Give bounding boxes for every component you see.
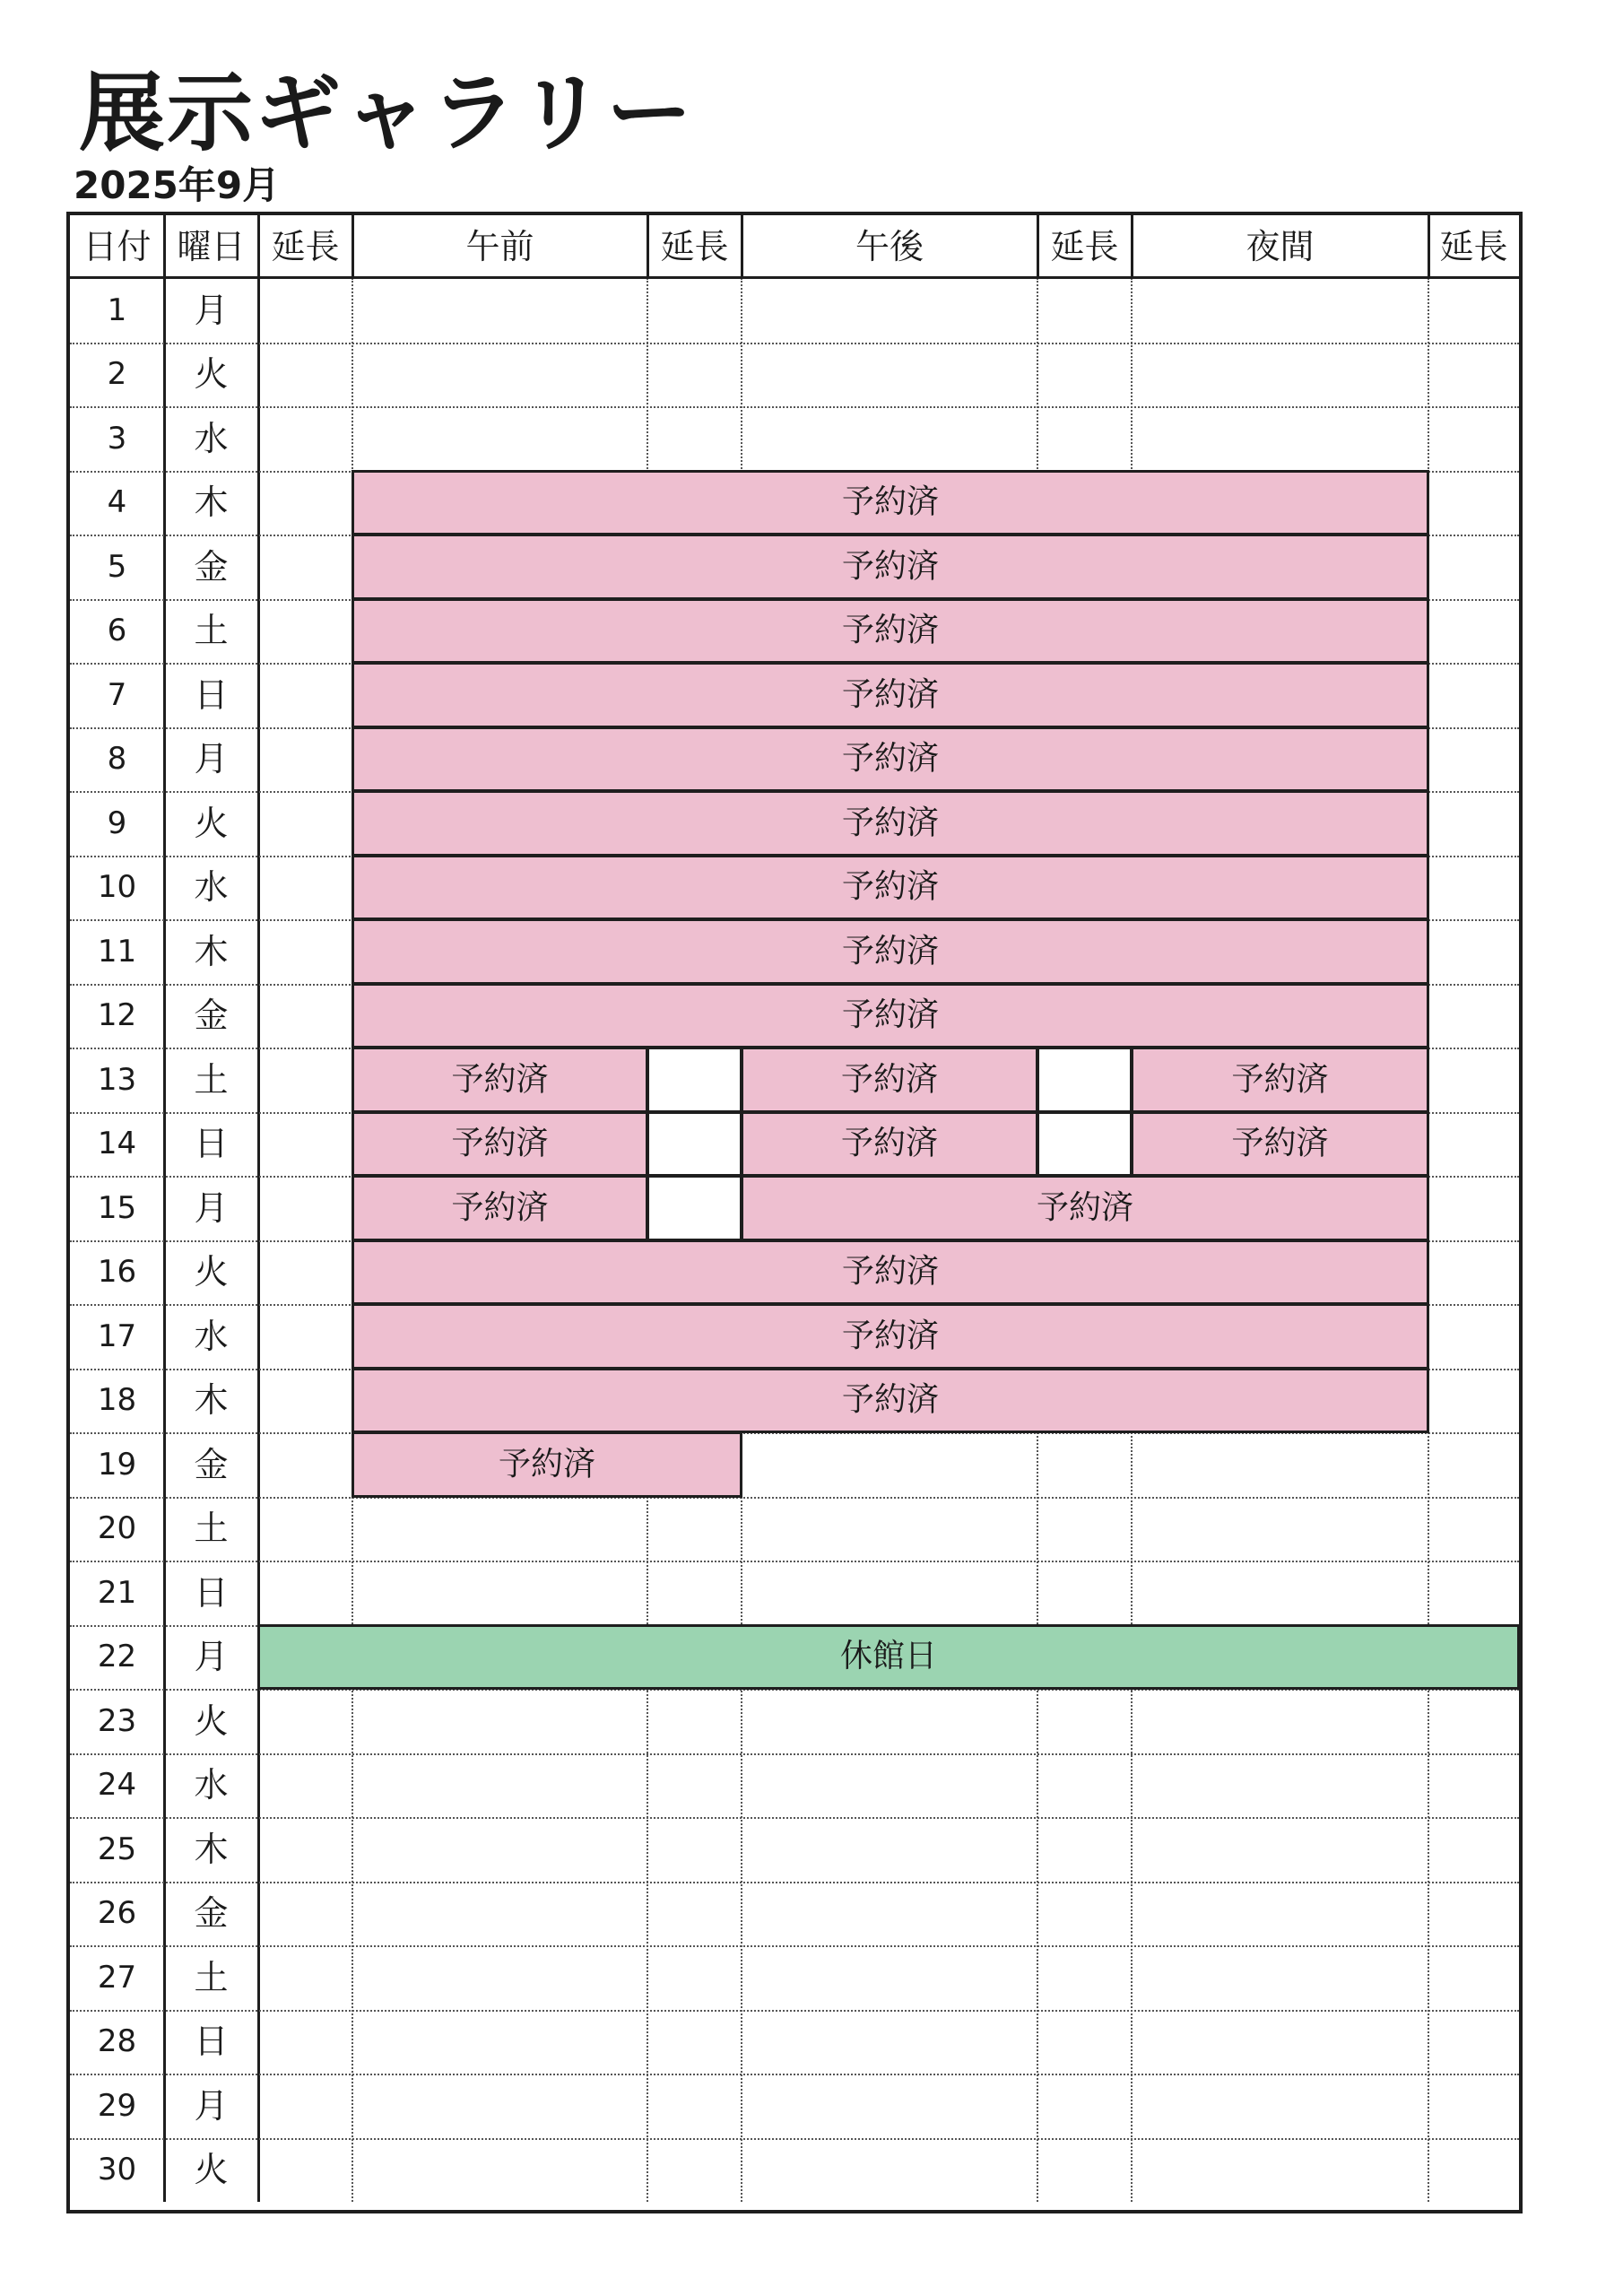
booking-label: 予約済: [451, 1125, 549, 1162]
booking-label: 予約済: [1231, 1125, 1329, 1162]
row-divider: [70, 1945, 1519, 1947]
weekday-cell: 金: [194, 1893, 229, 1934]
booking-label: 予約済: [1231, 1060, 1329, 1098]
reservation-block: [352, 790, 1429, 857]
booking-label: 予約済: [841, 1253, 939, 1291]
date-cell: 29: [97, 2087, 137, 2124]
header-ext2: 延長: [660, 227, 729, 266]
row-divider: [70, 1561, 1519, 1562]
date-cell: 26: [97, 1895, 137, 1932]
weekday-cell: 金: [194, 1444, 229, 1484]
date-cell: 12: [97, 997, 137, 1034]
date-cell: 13: [97, 1061, 137, 1098]
weekday-cell: 日: [194, 2022, 229, 2062]
booking-label: 予約済: [841, 612, 939, 649]
date-cell: 17: [97, 1318, 137, 1354]
date-cell: 14: [97, 1126, 137, 1162]
date-cell: 10: [97, 869, 137, 906]
row-divider: [70, 343, 1519, 344]
row-divider: [70, 406, 1519, 408]
date-cell: 19: [97, 1446, 137, 1483]
date-cell: 30: [97, 2152, 137, 2188]
reservation-block: [741, 1047, 1038, 1113]
booking-label: 予約済: [841, 547, 939, 585]
date-cell: 7: [107, 676, 127, 713]
reservation-block: [352, 726, 1429, 793]
weekday-cell: 月: [194, 2085, 229, 2126]
weekday-cell: 月: [194, 739, 229, 779]
reservation-block: [352, 983, 1429, 1049]
date-cell: 27: [97, 1959, 137, 1996]
weekday-cell: 木: [194, 1829, 229, 1869]
weekday-cell: 水: [194, 1765, 229, 1805]
booking-label: 予約済: [841, 675, 939, 713]
weekday-cell: 水: [194, 1316, 229, 1356]
date-cell: 16: [97, 1254, 137, 1291]
weekday-cell: 火: [194, 803, 229, 843]
weekday-cell: 土: [194, 1059, 229, 1100]
date-cell: 28: [97, 2023, 137, 2060]
weekday-cell: 土: [194, 611, 229, 651]
weekday-cell: 月: [194, 290, 229, 330]
booking-label: 予約済: [841, 1381, 939, 1419]
weekday-cell: 火: [194, 2150, 229, 2190]
reservation-block: [741, 1111, 1038, 1178]
weekday-cell: 土: [194, 1509, 229, 1549]
weekday-cell: 火: [194, 1252, 229, 1292]
booking-label: 予約済: [841, 996, 939, 1034]
reservation-block: [352, 662, 1429, 728]
booking-label: 予約済: [840, 1060, 938, 1098]
date-cell: 15: [97, 1189, 137, 1226]
booking-label: 予約済: [841, 868, 939, 906]
weekday-cell: 月: [194, 1187, 229, 1228]
reservation-block: [352, 598, 1429, 665]
booking-label: 予約済: [840, 1125, 938, 1162]
booking-label: 予約済: [841, 483, 939, 521]
reservation-block: [352, 1047, 648, 1113]
date-cell: 25: [97, 1831, 137, 1867]
reservation-block: [352, 1368, 1429, 1434]
empty-slot: [647, 1047, 742, 1113]
empty-slot: [1037, 1047, 1133, 1113]
header-weekday: 曜日: [177, 227, 246, 266]
weekday-cell: 火: [194, 1700, 229, 1741]
row-divider: [70, 2010, 1519, 2012]
reservation-block: [352, 1111, 648, 1178]
empty-slot: [1037, 1111, 1133, 1178]
weekday-cell: 火: [194, 354, 229, 395]
reservation-block: [1131, 1111, 1429, 1178]
weekday-cell: 水: [194, 418, 229, 458]
empty-slot: [647, 1175, 742, 1241]
reservation-block: [352, 1175, 648, 1241]
empty-slot: [647, 1111, 742, 1178]
weekday-cell: 土: [194, 1957, 229, 1997]
date-cell: 6: [107, 613, 127, 649]
date-cell: 1: [107, 291, 127, 328]
weekday-cell: 木: [194, 931, 229, 971]
date-cell: 11: [97, 933, 137, 970]
schedule-table: [66, 212, 1523, 2213]
row-divider: [70, 2074, 1519, 2075]
date-cell: 22: [97, 1639, 137, 1675]
row-divider: [70, 1497, 1519, 1499]
row-divider: [70, 2138, 1519, 2140]
weekday-cell: 日: [194, 1124, 229, 1164]
booking-label: 予約済: [841, 804, 939, 841]
date-cell: 5: [107, 548, 127, 585]
row-divider: [70, 1753, 1519, 1755]
date-cell: 9: [107, 804, 127, 841]
header-ext4: 延長: [1439, 227, 1508, 266]
row-divider: [70, 1817, 1519, 1819]
closed-day-block: [257, 1624, 1520, 1691]
weekday-cell: 金: [194, 996, 229, 1036]
date-cell: 21: [97, 1574, 137, 1611]
date-cell: 3: [107, 420, 127, 457]
weekday-cell: 水: [194, 867, 229, 908]
date-cell: 24: [97, 1767, 137, 1804]
reservation-block: [352, 855, 1429, 921]
date-cell: 2: [107, 356, 127, 393]
weekday-cell: 日: [194, 674, 229, 715]
date-cell: 8: [107, 741, 127, 778]
booking-label: 予約済: [451, 1060, 549, 1098]
reservation-block: [352, 1303, 1429, 1370]
page-title: 展示ギャラリー: [79, 63, 694, 163]
header-night: 夜間: [1245, 227, 1315, 266]
weekday-cell: 木: [194, 483, 229, 523]
reservation-block: [352, 1431, 742, 1498]
reservation-block: [741, 1175, 1429, 1241]
booking-label: 予約済: [451, 1188, 549, 1226]
weekday-cell: 金: [194, 546, 229, 587]
reservation-block: [352, 534, 1429, 600]
page-subtitle: 2025年9月: [74, 163, 281, 207]
booking-label: 予約済: [1036, 1188, 1133, 1226]
booking-label: 休館日: [839, 1638, 937, 1675]
weekday-cell: 木: [194, 1380, 229, 1421]
reservation-block: [352, 918, 1429, 985]
reservation-block: [1131, 1047, 1429, 1113]
header-morning: 午前: [465, 227, 534, 266]
reservation-block: [352, 1239, 1429, 1306]
date-cell: 20: [97, 1510, 137, 1547]
booking-label: 予約済: [841, 740, 939, 778]
header-ext3: 延長: [1050, 227, 1119, 266]
reservation-block: [352, 470, 1429, 536]
weekday-cell: 日: [194, 1572, 229, 1613]
booking-label: 予約済: [841, 1317, 939, 1354]
date-cell: 18: [97, 1382, 137, 1419]
schedule-grid: [70, 215, 1519, 2210]
header-date: 日付: [82, 227, 152, 266]
booking-label: 予約済: [498, 1445, 595, 1483]
header-afternoon: 午後: [855, 227, 924, 266]
weekday-cell: 月: [194, 1637, 229, 1677]
date-cell: 23: [97, 1702, 137, 1739]
date-cell: 4: [107, 484, 127, 521]
booking-label: 予約済: [841, 932, 939, 970]
header-ext1: 延長: [271, 227, 340, 266]
row-divider: [70, 1882, 1519, 1883]
